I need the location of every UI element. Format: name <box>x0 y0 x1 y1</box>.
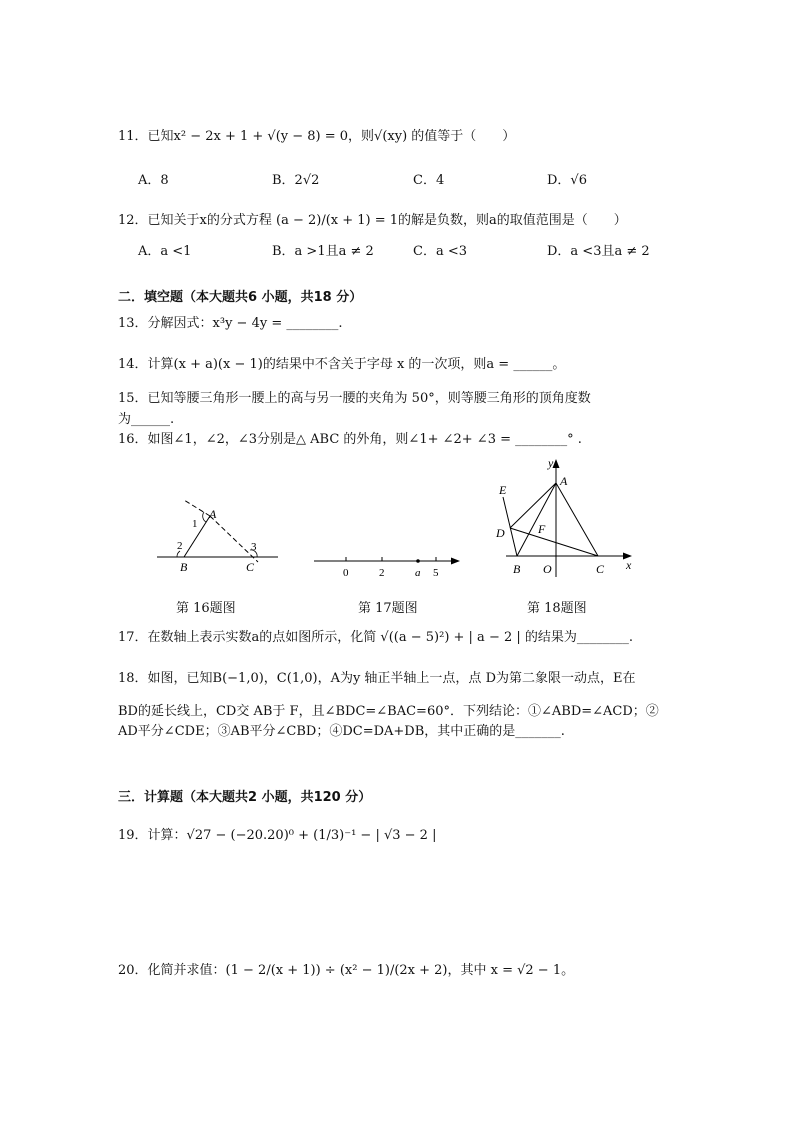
fig16-label-a: A <box>209 507 217 521</box>
fig16-segment-ac <box>210 516 258 562</box>
question-16: 16．如图∠1，∠2，∠3分别是△ ABC 的外角，则∠1+ ∠2+ ∠3 = ________° . <box>118 432 582 447</box>
question-12-option-c: C．a <3 <box>413 244 467 259</box>
fig18-label-o: O <box>543 562 552 576</box>
question-11-stem: 11．已知x² − 2x + 1 + √(y − 8) = 0，则√(xy) 的值等于（ ） <box>118 129 516 144</box>
fig17-label-5: 5 <box>433 567 439 579</box>
question-11-option-b: B．2√2 <box>272 173 320 188</box>
figure-17 <box>312 545 462 580</box>
fig18-segment-ad <box>510 483 556 528</box>
figure-18 <box>490 455 640 580</box>
question-20: 20．化简并求值：(1 − 2/(x + 1)) ÷ (x² − 1)/(2x + 2)，其中 x = √2 − 1。 <box>118 963 575 978</box>
question-13: 13．分解因式：x³y − 4y = ________. <box>118 316 343 331</box>
section-3-heading: 三．计算题（本大题共2 小题，共120 分） <box>118 790 372 805</box>
fig18-label-c: C <box>596 562 605 576</box>
fig18-label-f: F <box>538 522 546 536</box>
figure-17-caption: 第 17题图 <box>358 601 418 616</box>
fig16-label-b: B <box>180 560 188 574</box>
question-18-line-1: 18．如图，已知B(−1,0)，C(1,0)，A为y 轴正半轴上一点，点 D为第二象限一动点，E在 <box>118 671 636 686</box>
question-12-option-b: B．a >1且a ≠ 2 <box>272 244 374 259</box>
fig18-label-x: x <box>626 558 632 572</box>
question-11-option-d: D．√6 <box>547 173 587 188</box>
question-15-line-2: 为______. <box>118 412 175 427</box>
figure-16 <box>150 490 285 580</box>
fig18-segment-ab <box>517 483 556 556</box>
fig18-label-e: E <box>499 483 507 497</box>
fig17-label-0: 0 <box>343 567 349 579</box>
question-18-line-2: BD的延长线上，CD交 AB于 F，且∠BDC=∠BAC=60°．下列结论：①∠ABD=∠ACD；② <box>118 704 659 719</box>
fig16-extension-dashed <box>184 500 210 516</box>
question-12-option-a: A．a <1 <box>138 244 192 259</box>
fig18-label-a: A <box>560 474 568 488</box>
fig16-label-3: 3 <box>251 541 257 553</box>
fig16-label-c: C <box>246 560 255 574</box>
fig17-arrow-icon <box>451 558 460 565</box>
fig16-label-2: 2 <box>177 540 183 552</box>
section-2-heading: 二．填空题（本大题共6 小题，共18 分） <box>118 290 363 305</box>
fig18-segment-be <box>503 497 517 556</box>
question-17: 17．在数轴上表示实数a的点如图所示，化简 √((a − 5)²) + | a − 2 | 的结果为________. <box>118 630 634 645</box>
question-14: 14．计算(x + a)(x − 1)的结果中不含关于字母 x 的一次项，则a = ______。 <box>118 357 566 372</box>
fig16-label-1: 1 <box>192 518 198 530</box>
question-12-option-d: D．a <3且a ≠ 2 <box>547 244 650 259</box>
question-11-option-a: A．8 <box>138 173 169 188</box>
fig18-label-b: B <box>513 562 521 576</box>
figure-18-caption: 第 18题图 <box>527 601 587 616</box>
figure-16-caption: 第 16题图 <box>176 601 236 616</box>
fig17-point-a <box>416 559 420 563</box>
fig17-label-2: 2 <box>379 567 385 579</box>
fig17-label-a: a <box>415 567 421 579</box>
question-11-option-c: C．4 <box>413 173 445 188</box>
question-12-stem: 12．已知关于x的分式方程 (a − 2)/(x + 1) = 1的解是负数，则a的取值范围是（ ） <box>118 213 627 228</box>
question-19: 19．计算：√27 − (−20.20)⁰ + (1/3)⁻¹ − | √3 − 2 | <box>118 828 437 843</box>
question-15-line-1: 15．已知等腰三角形一腰上的高与另一腰的夹角为 50°，则等腰三角形的顶角度数 <box>118 391 591 406</box>
fig18-label-d: D <box>496 526 505 540</box>
fig18-y-arrow-icon <box>553 459 560 468</box>
question-18-line-3: AD平分∠CDE；③AB平分∠CBD；④DC=DA+DB，其中正确的是_______. <box>118 724 565 739</box>
fig18-label-y: y <box>548 456 554 470</box>
fig16-angle-arc-1 <box>203 512 206 522</box>
